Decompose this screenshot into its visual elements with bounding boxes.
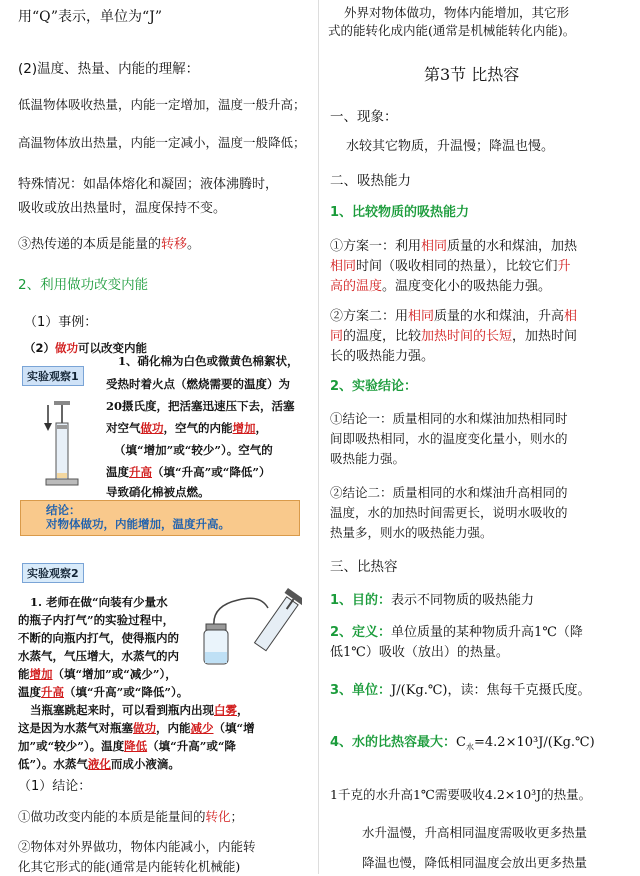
label-green: 3、单位： — [330, 683, 392, 698]
text-line: 1、硝化棉为白色或微黄色棉絮状， — [118, 354, 299, 368]
text-line — [330, 238, 577, 256]
text-line: 式的能转化成内能(通常是机械能转化内能)。 — [328, 23, 576, 38]
text-line: ②结论二：质量相同的水和煤油升高相同的 — [330, 485, 568, 500]
subheading-compare: 1、比较物质的吸热能力 — [330, 205, 470, 220]
text-line — [106, 464, 270, 480]
text-line: 1千克的水升高1℃需要吸收4.2×10³J的热量。 — [330, 787, 592, 802]
text-line: 化其它形式的能(通常是内能转化机械能) — [18, 859, 241, 874]
text-span: ③热传递的本质是能量的 — [18, 237, 162, 252]
text-line: 受热时着火点（燃烧需要的温度）为 — [106, 377, 290, 391]
text-line — [106, 420, 267, 436]
text-line: ②物体对外界做功，物体内能减小，内能转 — [18, 839, 256, 854]
text-line: 高温物体放出热量，内能一定减小，温度一般降低； — [18, 135, 306, 150]
text-line — [330, 278, 551, 296]
highlight-red: 相同 — [330, 259, 357, 274]
text-span: ，空气的内能 — [163, 421, 233, 435]
label-green: 1、目的： — [330, 593, 392, 608]
text-span: ②方案二：用 — [330, 309, 409, 324]
text-span: J/(Kg.℃)，读：焦每千克摄氏度。 — [391, 683, 591, 698]
text-line — [330, 328, 577, 346]
text-span: 。温度变化小的吸热能力强。 — [382, 279, 552, 294]
text-span: 能 — [18, 667, 30, 681]
text-span: （2） — [24, 341, 56, 355]
text-line — [330, 308, 577, 326]
text-span: ； — [230, 809, 244, 824]
text-line — [18, 738, 236, 754]
text-line — [330, 592, 534, 610]
text-line — [18, 236, 200, 254]
text-span: ， — [255, 421, 267, 435]
highlight-red: 相同 — [408, 309, 435, 324]
text-span: =4.2×10³J/(Kg.℃) — [474, 735, 595, 750]
label-green: 4、水的比热容最大： — [330, 735, 457, 750]
text-span: 这是因为水蒸气对瓶塞 — [18, 721, 133, 735]
text-line: 外界对物体做功，物体内能增加，其它形 — [344, 5, 570, 20]
text-span: （填“升高”或“降低”）。 — [64, 685, 189, 699]
example-label: （1）事例： — [24, 315, 98, 330]
text-line: 降温也慢，降低相同温度会放出更多热量 — [362, 855, 588, 870]
heading-heat-absorption: 二、吸热能力 — [330, 173, 411, 189]
text-span: ，内能 — [156, 721, 191, 735]
text-span: 。 — [187, 237, 201, 252]
text-line: 1. 老师在做“向装有少量水 — [30, 595, 168, 609]
conclusion-label: 结论： — [46, 503, 81, 517]
text-line — [18, 720, 255, 736]
observation-1-label: 实验观察1 — [22, 366, 84, 386]
text-line — [330, 624, 583, 642]
answer-blank: 增加 — [232, 421, 256, 435]
subheading-understanding: (2)温度、热量、内能的理解： — [18, 61, 200, 77]
text-line: 吸收或放出热量时，温度保持不变。 — [18, 201, 227, 216]
answer-blank: 升高 — [41, 685, 64, 699]
conclusion-heading: （1）结论： — [18, 779, 92, 794]
subheading-experiment-conclusion: 2、实验结论： — [330, 379, 418, 394]
section-heading-work: 2、利用做功改变内能 — [18, 277, 149, 293]
right-column — [324, 0, 640, 874]
heading-specific-heat: 三、比热容 — [330, 559, 398, 575]
conclusion-text: 对物体做功，内能增加，温度升高。 — [46, 517, 230, 531]
subscript: 水 — [466, 742, 474, 752]
text-span: ， — [237, 703, 249, 717]
text-line: 间即吸热相同，水的温度变化量小，则水的 — [330, 431, 568, 446]
text-span: 时间（吸收相同的热量），比较它们 — [356, 259, 558, 274]
text-line: 水蒸气，气压增大，水蒸气的内 — [18, 649, 179, 663]
text-span: 对空气 — [106, 421, 141, 435]
text-line: 导致硝化棉被点燃。 — [106, 485, 210, 499]
highlight-red: 做功 — [55, 341, 79, 355]
piston-cylinder-figure — [40, 395, 84, 495]
text-span: ，加热时间 — [512, 329, 578, 344]
text-line: 低1℃）吸收（放出）的热量。 — [330, 645, 509, 660]
text-span: 单位质量的某种物质升高1℃（降 — [391, 625, 583, 640]
highlight-red: 加热时间的长短 — [421, 329, 513, 344]
text-span: （填“升高”或“降低”） — [152, 465, 271, 479]
answer-blank: 升高 — [129, 465, 152, 479]
heading-phenomenon: 一、现象： — [330, 109, 398, 125]
text-line — [330, 258, 571, 276]
text-span: （填“升高”或“降 — [147, 739, 236, 753]
highlight-red: 转化 — [205, 809, 231, 824]
text-line: 低温物体吸收热量，内能一定增加，温度一般升高； — [18, 97, 306, 112]
answer-blank: 做功 — [133, 721, 156, 735]
observation-2-label: 实验观察2 — [22, 563, 84, 583]
highlight-red: 高的温度 — [330, 279, 383, 294]
text-line: 的瓶子内打气”的实验过程中， — [18, 613, 175, 627]
text-span: 可以改变内能 — [78, 341, 148, 355]
text-span: 温度 — [106, 465, 129, 479]
highlight-red: 同 — [330, 329, 344, 344]
highlight-red: 相同 — [421, 239, 448, 254]
text-line: 长的吸热能力强。 — [330, 349, 435, 364]
text-line: 温度，水的加热时间需更长，说明水吸收的 — [330, 505, 568, 520]
text-span: 温度 — [18, 685, 41, 699]
highlight-red: 转移 — [161, 237, 188, 252]
text-span: 质量的水和煤油，升高 — [434, 309, 565, 324]
text-line — [18, 808, 243, 826]
bottle-pump-figure — [198, 586, 302, 672]
text-line — [18, 666, 177, 682]
text-line: 吸热能力强。 — [330, 451, 406, 466]
answer-blank: 白雾 — [214, 703, 237, 717]
text-span: 低”）。水蒸气 — [18, 757, 88, 771]
answer-blank: 做功 — [140, 421, 164, 435]
section-title: 第3节 比热容 — [424, 65, 520, 84]
text-span: ①做功改变内能的本质是能量间的 — [18, 809, 206, 824]
answer-blank: 减少 — [190, 721, 214, 735]
text-span: 表示不同物质的吸热能力 — [391, 593, 535, 608]
text-line: 水较其它物质，升温慢；降温也慢。 — [346, 139, 555, 154]
answer-blank: 液化 — [87, 757, 111, 771]
text-line: （填“增加”或“较少”）。空气的 — [114, 443, 273, 457]
text-line — [30, 702, 249, 718]
answer-blank: 增加 — [29, 667, 53, 681]
text-span: 而成小液滴。 — [110, 757, 180, 771]
text-span: 当瓶塞跳起来时，可以看到瓶内出现 — [30, 703, 214, 717]
text-span: 质量的水和煤油，加热 — [447, 239, 578, 254]
text-line: 20摄氏度，把活塞迅速压下去，活塞 — [106, 399, 295, 413]
text-span: 的温度，比较 — [343, 329, 422, 344]
column-divider — [318, 0, 319, 874]
answer-blank: 降低 — [124, 739, 148, 753]
text-span: （填“增加”或“减少”）， — [52, 667, 177, 681]
highlight-red: 相 — [564, 309, 578, 324]
highlight-red: 升 — [557, 259, 571, 274]
text-span: C — [456, 735, 466, 750]
text-line — [18, 756, 180, 772]
text-line: 水升温慢，升高相同温度需吸收更多热量 — [362, 825, 588, 840]
text-line: 不断的向瓶内打气，使得瓶内的 — [18, 631, 179, 645]
left-column — [0, 0, 316, 874]
text-span: （填“增 — [213, 721, 255, 735]
text-span: ①方案一：利用 — [330, 239, 422, 254]
label-green: 2、定义： — [330, 625, 392, 640]
text-line: 特殊情况：如晶体熔化和凝固；液体沸腾时， — [18, 177, 279, 192]
text-line: ①结论一：质量相同的水和煤油加热相同时 — [330, 411, 568, 426]
text-line: 热量多，则水的吸热能力强。 — [330, 525, 493, 540]
text-line — [18, 684, 188, 700]
unit-line: 用“Q”表示，单位为“J” — [18, 9, 162, 25]
text-span: 加”或“较少”）。温度 — [18, 739, 125, 753]
text-line — [330, 682, 591, 700]
text-line — [330, 734, 595, 757]
